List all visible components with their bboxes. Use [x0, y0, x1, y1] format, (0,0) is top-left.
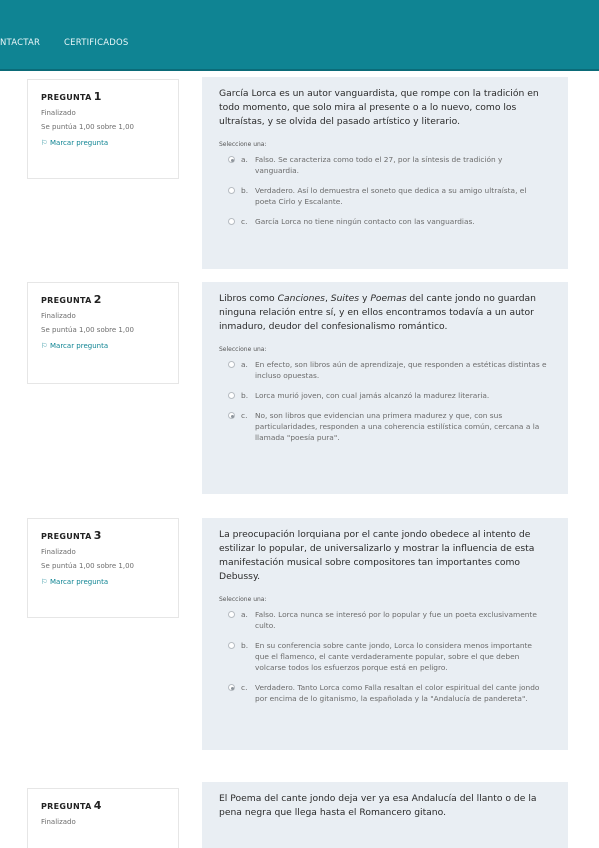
question-body-1 [202, 77, 568, 269]
question-text: Libros como Canciones, Suites y Poemas del cante jondo no guardan ninguna relación entre sí, y en ellos encontramos todavía a un autor inmaduro, deudor del confesionalismo romántico. [219, 293, 536, 332]
answer-text: Verdadero. Tanto Lorca como Falla resaltan el color espiritual del cante jondo por encima de lo gitanismo, la españolada y la "Andalucía de pandereta". [255, 683, 540, 703]
answer-letter: a. [241, 610, 248, 619]
answer-option-b[interactable] [219, 640, 554, 673]
answer-option-a[interactable] [219, 359, 554, 381]
quiz-review-page [0, 70, 599, 848]
answer-option-b[interactable] [219, 390, 554, 401]
answer-letter: a. [241, 360, 248, 369]
answer-letter: b. [241, 186, 249, 195]
question-score: Se puntúa 1,00 sobre 1,00 [41, 123, 135, 131]
flag-question-link[interactable] [41, 139, 178, 147]
question-title: PREGUNTA 3 [41, 529, 102, 542]
radio-button[interactable] [228, 187, 235, 194]
question-info-2 [27, 282, 179, 384]
question-number: 4 [93, 799, 102, 812]
answer-text: Verdadero. Así lo demuestra el soneto que dedica a su amigo ultraísta, el poeta Cirlo y Escalante. [255, 186, 527, 206]
radio-button[interactable] [228, 218, 235, 225]
answer-letter: b. [241, 641, 249, 650]
answer-text: Falso. Lorca nunca se interesó por lo popular y fue un poeta exclusivamente culto. [255, 610, 537, 630]
question-text: El Poema del cante jondo deja ver ya esa Andalucía del llanto o de la pena negra que llega hasta el Romancero gitano. [219, 793, 537, 818]
answer-text: No, son libros que evidencian una primera madurez y que, con sus particularidades, responden a una coherencia estilística común, cercana a la llamada "poesía pura". [255, 411, 540, 442]
top-navbar [0, 0, 599, 71]
question-body-3 [202, 518, 568, 750]
flag-question-label: Marcar pregunta [50, 578, 109, 586]
radio-button[interactable] [228, 361, 235, 368]
question-number: 3 [93, 529, 102, 542]
answer-option-b[interactable] [219, 185, 554, 207]
radio-button[interactable] [228, 611, 235, 618]
question-number: 2 [93, 293, 102, 306]
question-number: 1 [93, 90, 102, 103]
question-text: La preocupación lorquiana por el cante jondo obedece al intento de estilizar lo popular, de universalizarlo y mostrar la influencia de esta manifestación musical sobre compositores tan importantes como Debussy. [219, 529, 535, 582]
question-score: Se puntúa 1,00 sobre 1,00 [41, 326, 135, 334]
flag-question-label: Marcar pregunta [50, 139, 109, 147]
question-status: Finalizado [41, 818, 76, 826]
flag-icon: ⚐ [41, 342, 48, 350]
answer-letter: b. [241, 391, 249, 400]
radio-button[interactable] [228, 642, 235, 649]
radio-button[interactable] [228, 412, 235, 419]
answer-letter: c. [241, 217, 248, 226]
flag-question-label: Marcar pregunta [50, 342, 109, 350]
question-status: Finalizado [41, 109, 76, 117]
question-info-1 [27, 79, 179, 179]
answer-prompt: Seleccione una: [219, 346, 267, 353]
question-body-2 [202, 282, 568, 494]
radio-button[interactable] [228, 392, 235, 399]
answer-option-c[interactable] [219, 682, 554, 704]
answer-text: Falso. Se caracteriza como todo el 27, por la síntesis de tradición y vanguardia. [255, 155, 503, 175]
answer-letter: c. [241, 411, 248, 420]
answer-prompt: Seleccione una: [219, 596, 267, 603]
question-info-3 [27, 518, 179, 618]
answer-letter: c. [241, 683, 248, 692]
answer-text: En efecto, son libros aún de aprendizaje, que responden a estéticas distintas e incluso opuestas. [255, 360, 547, 380]
question-title: PREGUNTA 1 [41, 90, 102, 103]
answer-text: Lorca murió joven, con cual jamás alcanzó la madurez literaria. [255, 391, 490, 400]
answer-text: En su conferencia sobre cante jondo, Lorca lo considera menos importante que el flamenco, el cante verdaderamente popular, sobre el que deben volcarse todos los esfuerzos porque está en peligro. [255, 641, 532, 672]
answer-text: García Lorca no tiene ningún contacto con las vanguardias. [255, 217, 475, 226]
answer-letter: a. [241, 155, 248, 164]
flag-icon: ⚐ [41, 139, 48, 147]
question-title: PREGUNTA 4 [41, 799, 102, 812]
radio-button[interactable] [228, 156, 235, 163]
question-score: Se puntúa 1,00 sobre 1,00 [41, 562, 135, 570]
question-status: Finalizado [41, 548, 76, 556]
flag-question-link[interactable] [41, 578, 178, 586]
question-status: Finalizado [41, 312, 76, 320]
answer-option-c[interactable] [219, 216, 554, 227]
radio-button[interactable] [228, 684, 235, 691]
answer-option-a[interactable] [219, 154, 554, 176]
question-info-4 [27, 788, 179, 848]
flag-icon: ⚐ [41, 578, 48, 586]
answer-option-c[interactable] [219, 410, 554, 443]
flag-question-link[interactable] [41, 342, 178, 350]
question-body-4 [202, 782, 568, 848]
answer-prompt: Seleccione una: [219, 141, 267, 148]
answer-option-a[interactable] [219, 609, 554, 631]
nav-contact-link[interactable]: NTACTAR [0, 38, 41, 48]
nav-certificates-link[interactable]: CERTIFICADOS [64, 38, 129, 48]
question-text: García Lorca es un autor vanguardista, que rompe con la tradición en todo momento, que solo mira al presente o a lo nuevo, como los ultraístas, y se olvida del pasado artístico y literario. [219, 88, 539, 127]
question-title: PREGUNTA 2 [41, 293, 102, 306]
